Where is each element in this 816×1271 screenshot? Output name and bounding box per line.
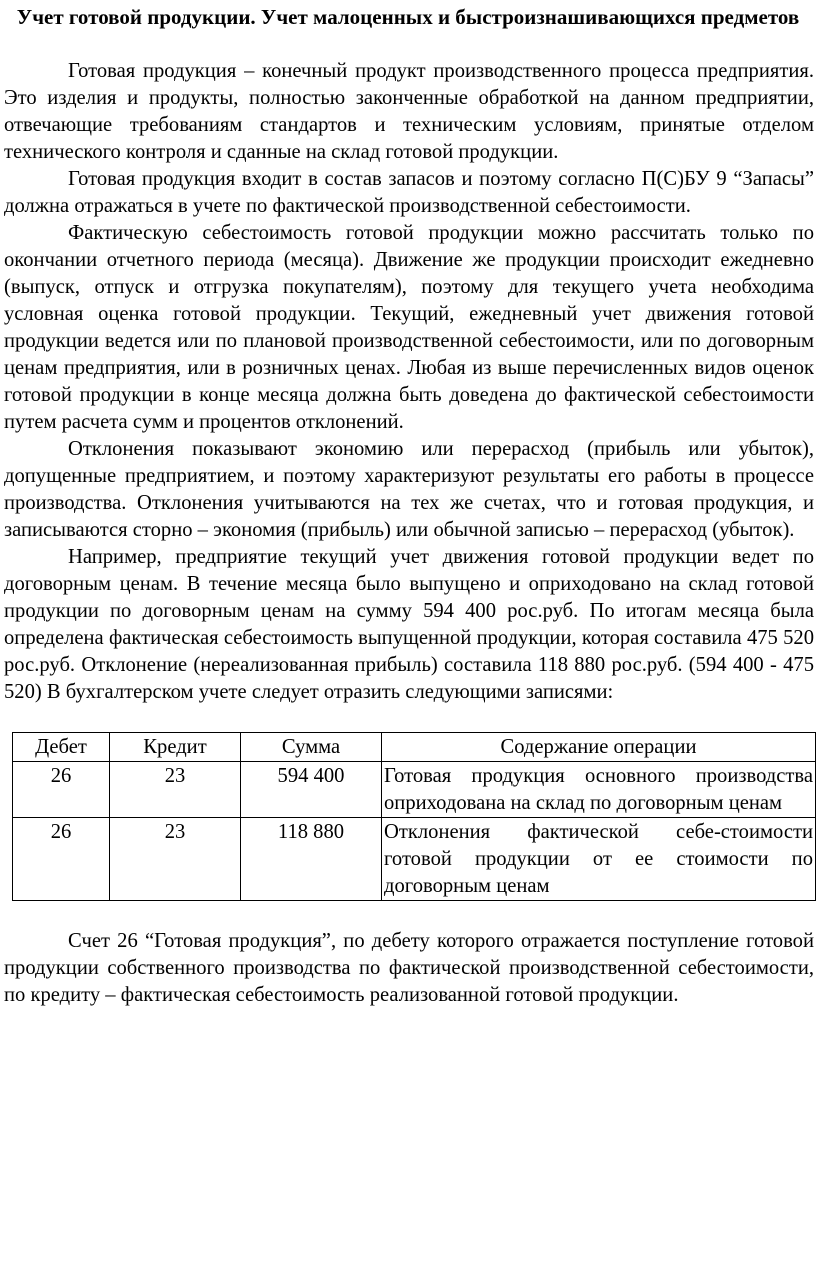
title-spacer [0,31,816,58]
header-description: Содержание операции [382,733,816,762]
cell-credit: 23 [110,762,241,818]
cell-credit: 23 [110,818,241,901]
paragraph-example: Например, предприятие текущий учет движения готовой продукции ведет по договорным ценам. В течение месяца было выпущено и оприходовано на склад готовой продукции по договорным ценам на сумму 594 400 рос.руб. По итогам месяца была определена фактическая себестоимость выпущенной продукции, которая составила 475 520 рос.руб. Отклонение (нереализованная прибыль) составила 118 880 рос.руб. (594 400 - 475 520) В бухгалтерском учете следует отразить следующими записями: [4,546,814,703]
paragraph-actual-cost: Фактическую себестоимость готовой продукции можно рассчитать только по окончании отчетного периода (месяца). Движение же продукции происходит ежедневно (выпуск, отпуск и отгрузка покупателям), поэтому для текущего учета необходима условная оценка готовой продукции. Текущий, ежедневный учет движения готовой продукции ведется или по плановой производственной себестоимости, или по договорным ценам предприятия, или в розничных ценах. Любая из выше перечисленных видов оценок готовой продукции в конце месяца должна быть доведена до фактической себестоимости путем расчета сумм и процентов отклонений. [4,222,814,433]
paragraph-deviations: Отклонения показывают экономию или перерасход (прибыль или убыток), допущенные предприятием, и поэтому характеризуют результаты его работы в процессе производства. Отклонения учитываются на тех же счетах, что и готовая продукция, и записываются сторно – экономия (прибыль) или обычной записью – перерасход (убыток). [4,438,814,541]
cell-sum: 118 880 [241,818,382,901]
cell-sum: 594 400 [241,762,382,818]
table-row [13,762,816,818]
cell-debit: 26 [13,818,110,901]
paragraph-account-26: Счет 26 “Готовая продукция”, по дебету которого отражается поступление готовой продукции собственного производства по фактической производственной себестоимости, по кредиту – фактическая себестоимость реализованной готовой продукции. [4,930,814,1006]
header-sum: Сумма [241,733,382,762]
cell-description: Отклонения фактической себе-стоимости готовой продукции от ее стоимости по договорным ценам [382,818,816,901]
paragraph-inventory-standard: Готовая продукция входит в состав запасов и поэтому согласно П(С)БУ 9 “Запасы” должна отражаться в учете по фактической производственной себестоимости. [4,168,814,217]
paragraph-finished-goods-definition: Готовая продукция – конечный продукт производственного процесса предприятия. Это изделия и продукты, полностью законченные обработкой на данном предприятии, отвечающие требованиям стандартов и техническим условиям, принятые отделом технического контроля и сданные на склад готовой продукции. [4,60,814,163]
table-row [13,818,816,901]
document-title: Учет готовой продукции. Учет малоценных и быстроизнашивающихся предметов [16,5,800,29]
header-debit: Дебет [13,733,110,762]
cell-description: Готовая продукция основного производства оприходована на склад по договорным ценам [382,762,816,818]
table-header-row [13,733,816,762]
header-credit: Кредит [110,733,241,762]
accounting-entries-table [12,732,816,901]
cell-debit: 26 [13,762,110,818]
